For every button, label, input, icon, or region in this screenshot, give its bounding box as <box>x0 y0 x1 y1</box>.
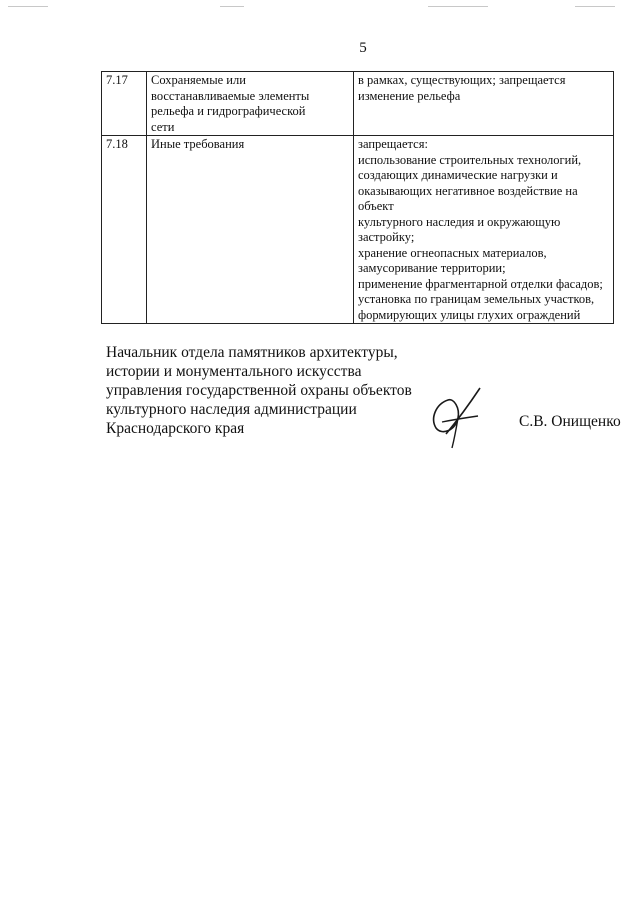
signer-name: С.В. Онищенко <box>519 413 621 430</box>
row-number: 7.17 <box>102 72 147 136</box>
scan-artifact-line <box>575 6 615 7</box>
scan-artifact-line <box>428 6 488 7</box>
requirement-value: в рамках, существующих; запрещается изменение рельефа <box>354 72 614 136</box>
page-number: 5 <box>359 40 367 56</box>
scan-artifact-line <box>8 6 48 7</box>
table-row <box>102 72 614 136</box>
scan-artifact-line <box>220 6 244 7</box>
requirement-name: Сохраняемые или восстанавливаемые элементы рельефа и гидрографической сети <box>147 72 354 136</box>
requirement-name: Иные требования <box>147 136 354 324</box>
handwritten-signature <box>418 378 486 450</box>
row-number: 7.18 <box>102 136 147 324</box>
signer-position: Начальник отдела памятников архитектуры, истории и монументального искусства управления государственной охраны объектов культурного наследия администрации Краснодарского края <box>106 344 412 437</box>
requirement-value: запрещается: использование строительных технологий, создающих динамические нагрузки и оказывающих негативное воздействие на объект культурного наследия и окружающую застройку; хранение огнеопасных материалов, замусоривание территории; применение фрагментарной отделки фасадов; установка по границам земельных участков, формирующих улицы глухих ограждений <box>354 136 614 324</box>
table-row <box>102 136 614 324</box>
requirements-table <box>101 71 614 324</box>
